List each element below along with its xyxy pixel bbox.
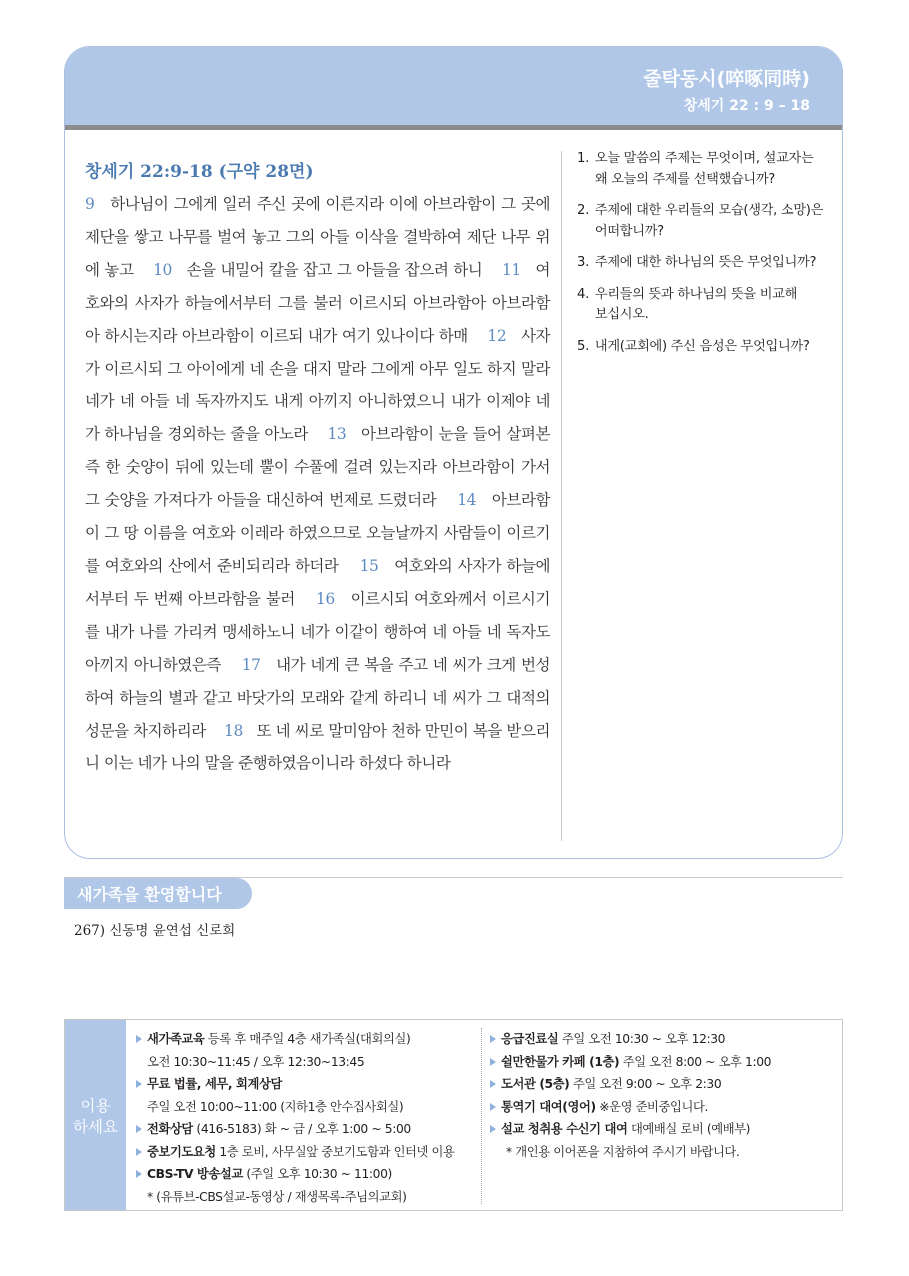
- column-divider: [561, 151, 562, 841]
- info-item-note: * (유튜브-CBS설교-동영상 / 재생목록-주님의교회): [147, 1189, 407, 1204]
- bullet-triangle-icon: [136, 1170, 142, 1178]
- question-item: 1. 오늘 말씀의 주제는 무엇이며, 설교자는 왜 오늘의 주제를 선택했습니까?: [577, 151, 814, 187]
- info-item: CBS-TV 방송설교 (주일 오후 10:30 ~ 11:00): [136, 1163, 481, 1186]
- info-divider: [481, 1028, 482, 1204]
- verse-number: 13: [327, 425, 347, 444]
- scripture-text: [85, 188, 550, 780]
- info-item: 도서관 (5층) 주일 오전 9:00 ~ 오후 2:30: [490, 1073, 835, 1096]
- new-member-names: 267) 신동명 윤연섭 신로희: [74, 923, 236, 939]
- verse-number: 10: [153, 260, 172, 279]
- info-label-line: 이용: [80, 1097, 111, 1115]
- verse-text: 아브라함이 눈을 들어 살펴본즉 한 숫양이 뒤에 있는데 뿔이 수풀에 걸려 있는지라 아브라함이 가서 그 숫양을 가져다가 아들을 대신하여 번제로 드렸더라: [85, 425, 550, 510]
- header-rule: [65, 125, 842, 130]
- verse-text: 여호와의 사자가 하늘에서부터 두 번째 아브라함을 불러: [85, 556, 550, 608]
- sermon-passage: 창세기 22 : 9 – 18: [683, 98, 810, 114]
- info-left-column: [136, 1028, 481, 1208]
- verse-text: 또 네 씨로 말미암아 천하 만민이 복을 받으리니 이는 네가 나의 말을 준행하였음이니라 하셨다 하니라: [85, 721, 550, 773]
- bullet-triangle-icon: [490, 1035, 496, 1043]
- verse-number: 18: [224, 721, 243, 740]
- bullet-triangle-icon: [136, 1080, 142, 1088]
- info-item: 응급진료실 주일 오전 10:30 ~ 오후 12:30: [490, 1028, 835, 1051]
- question-item: 3. 주제에 대한 하나님의 뜻은 무엇입니까?: [577, 255, 817, 270]
- info-item: 쉴만한물가 카페 (1층) 주일 오전 8:00 ~ 오후 1:00: [490, 1051, 835, 1074]
- bullet-triangle-icon: [490, 1080, 496, 1088]
- card-header: [65, 47, 842, 125]
- verse-text: 사자가 이르시되 그 아이에게 네 손을 대지 말라 그에게 아무 일도 하지 말라 네가 네 아들 네 독자까지도 내게 아끼지 아니하였으니 내가 이제야 네가 하나님을 경외하는 줄을 아노라: [85, 326, 550, 444]
- info-right-column: [490, 1028, 835, 1163]
- info-item-detail: 오전 10:30~11:45 / 오후 12:30~13:45: [147, 1054, 365, 1069]
- verse-text: 여호와의 사자가 하늘에서부터 그를 불러 이르시되 아브라함아 아브라함아 하시는지라 아브라함이 이르되 내가 여기 있나이다 하매: [85, 260, 550, 345]
- verse-number: 15: [359, 556, 379, 575]
- info-label-line: 하세요: [73, 1118, 118, 1136]
- scripture-reference: 창세기 22:9-18 (구약 28면): [85, 162, 314, 182]
- verse-number: 9: [85, 195, 95, 213]
- verse-text: 손을 내밀어 칼을 잡고 그 아들을 잡으려 하니: [186, 260, 483, 279]
- bullet-triangle-icon: [136, 1035, 142, 1043]
- info-item: 통역기 대여(영어) ※운영 준비중입니다.: [490, 1096, 835, 1119]
- bullet-triangle-icon: [136, 1148, 142, 1156]
- question-item: 4. 우리들의 뜻과 하나님의 뜻을 비교해 보십시오.: [577, 286, 798, 322]
- sermon-card: [64, 46, 843, 859]
- welcome-title: 새가족을 환영합니다: [77, 885, 222, 904]
- verse-text: 하나님이 그에게 일러 주신 곳에 이른지라 이에 아브라함이 그 곳에 제단을 쌓고 나무를 벌여 놓고 그의 아들 이삭을 결박하여 제단 나무 위에 놓고: [85, 195, 551, 279]
- info-item: 중보기도요청 1층 로비, 사무실앞 중보기도함과 인터넷 이용: [136, 1141, 481, 1164]
- bullet-triangle-icon: [490, 1103, 496, 1111]
- verse-number: 12: [487, 326, 507, 345]
- bullet-triangle-icon: [490, 1125, 496, 1133]
- info-item-detail: 주일 오전 10:00~11:00 (지하1층 안수집사회실): [147, 1099, 404, 1114]
- discussion-questions: [577, 149, 842, 368]
- verse-number: 16: [315, 589, 335, 608]
- info-box: [64, 1019, 843, 1211]
- sermon-title: 줄탁동시(啐啄同時): [643, 68, 810, 90]
- info-item: 전화상담 (416-5183) 화 ~ 금 / 오후 1:00 ~ 5:00: [136, 1118, 481, 1141]
- verse-text: 이르시되 여호와께서 이르시기를 내가 나를 가리켜 맹세하노니 네가 이같이 행하여 네 아들 네 독자도 아끼지 아니하였은즉: [85, 589, 550, 674]
- bullet-triangle-icon: [490, 1058, 496, 1066]
- info-item: 설교 청취용 수신기 대여 대예배실 로비 (예배부): [490, 1118, 835, 1141]
- question-item: 5. 내게(교회에) 주신 음성은 무엇입니까?: [577, 338, 810, 354]
- bullet-triangle-icon: [136, 1125, 142, 1133]
- scripture-column: [85, 157, 550, 780]
- verse-number: 14: [457, 491, 477, 510]
- verse-text: 내가 네게 큰 복을 주고 네 씨가 크게 번성하여 하늘의 별과 같고 바닷가의 모래와 같게 하리니 네 씨가 그 대적의 성문을 차지하리라: [85, 655, 550, 740]
- verse-number: 17: [241, 655, 261, 674]
- info-item-note: * 개인용 이어폰을 지참하여 주시기 바랍니다.: [506, 1144, 740, 1159]
- verse-text: 아브라함이 그 땅 이름을 여호와 이레라 하였으므로 오늘날까지 사람들이 이르기를 여호와의 산에서 준비되리라 하더라: [85, 491, 550, 575]
- info-label: [65, 1020, 126, 1210]
- info-item: 무료 법률, 세무, 회계상담: [136, 1073, 481, 1096]
- info-item: 새가족교육 등록 후 매주일 4층 새가족실(대회의실): [136, 1028, 481, 1051]
- question-item: 2. 주제에 대한 우리들의 모습(생각, 소망)은 어떠합니까?: [577, 203, 824, 239]
- verse-number: 11: [501, 260, 521, 279]
